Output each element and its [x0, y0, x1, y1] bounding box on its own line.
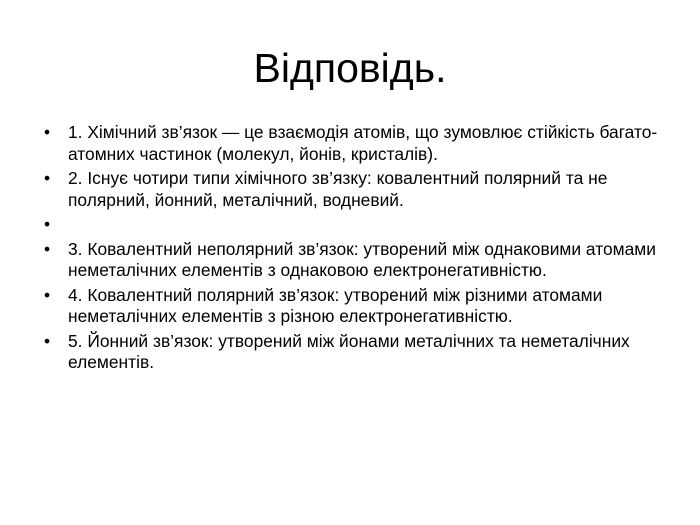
bullet-list: [44, 122, 666, 377]
list-item-text: 5. Йонний зв’язок: утворений між йонами металічних та неметалічних елементів.: [68, 330, 630, 372]
list-item: [44, 285, 666, 328]
list-item: [44, 239, 666, 282]
bullet-icon: •: [44, 284, 51, 305]
bullet-icon: •: [44, 330, 51, 351]
bullet-icon: •: [44, 238, 51, 259]
bullet-icon: •: [44, 214, 51, 234]
bullet-icon: •: [44, 122, 51, 142]
list-item-text: 1. Хімічний зв’язок — це взаємодія атомів, що зумовлює стійкість багато-атомних частинок (молекул, йонів, кристалів).: [68, 122, 658, 164]
list-item: [44, 168, 666, 211]
list-item-text: 2. Існує чотири типи хімічного зв’язку: ковалентний полярний та не полярний, йонний, металічний, водневий.: [68, 168, 608, 210]
list-item: [44, 122, 666, 165]
list-item-text: 4. Ковалентний полярний зв’язок: утворений між різними атомами неметалічних елементів з різною електронегативністю.: [68, 284, 603, 326]
bullet-icon: •: [44, 168, 51, 188]
list-item: [44, 214, 666, 236]
slide-title: Відповідь.: [253, 45, 447, 91]
list-item-text: 3. Ковалентний неполярний зв’язок: утворений між однаковими атомами неметалічних елементів з однаковою електронегативністю.: [68, 238, 656, 280]
list-item: [44, 331, 666, 374]
